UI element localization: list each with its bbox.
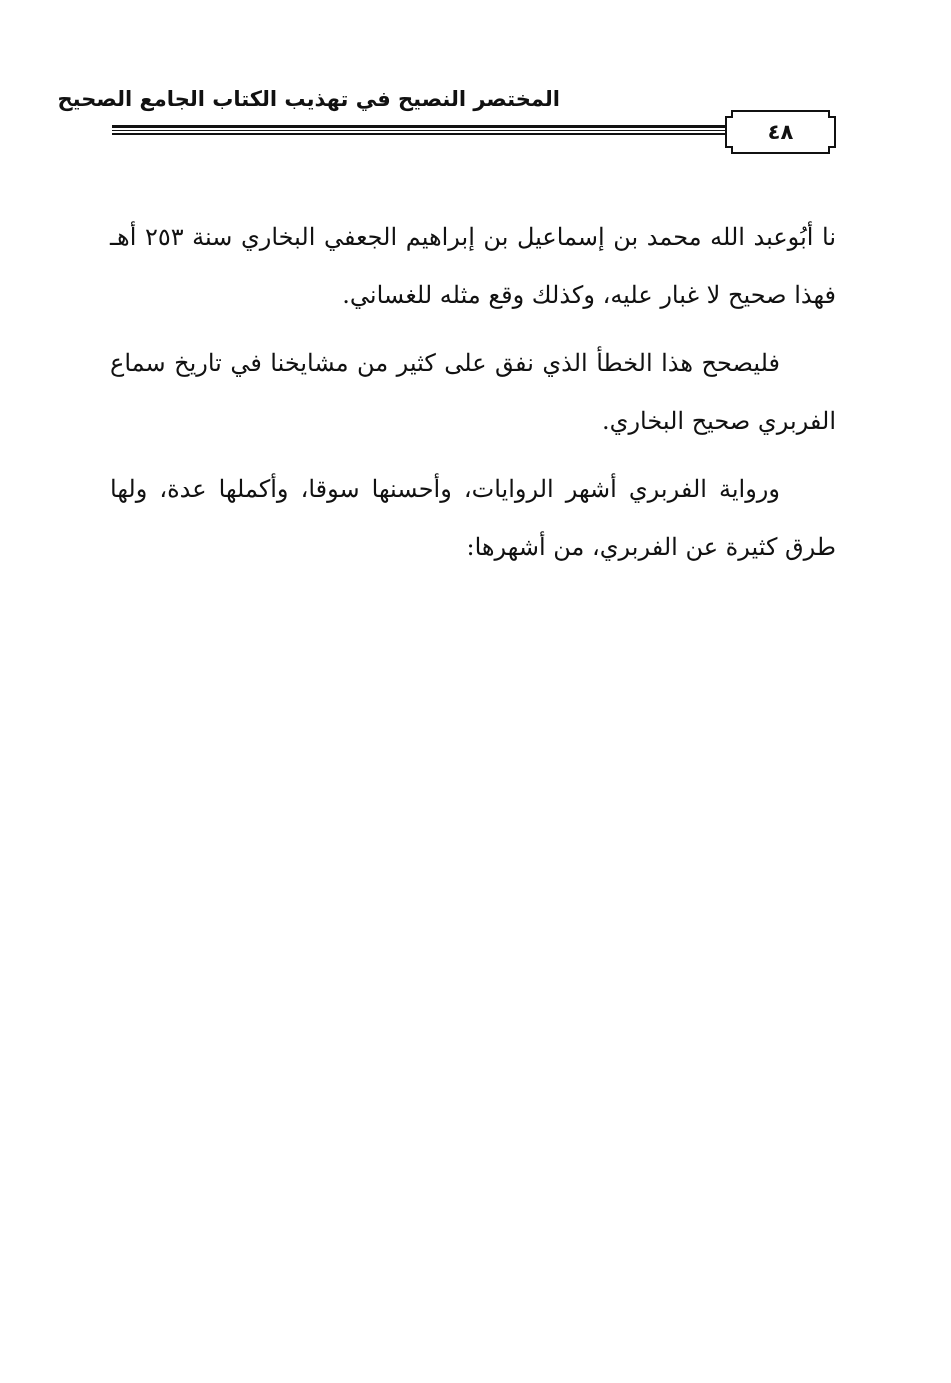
running-title: المختصر النصيح في تهذيب الكتاب الجامع الصحيح <box>57 87 560 111</box>
header-rule <box>112 125 726 128</box>
paragraph: ورواية الفربري أشهر الروايات، وأحسنها سوقا، وأكملها عدة، ولها طرق كثيرة عن الفربري، من أشهرها: <box>110 475 836 561</box>
page-number: ٤٨ <box>767 120 794 144</box>
paragraph: فليصحح هذا الخطأ الذي نفق على كثير من مشايخنا في تاريخ سماع الفربري صحيح البخاري. <box>110 349 836 435</box>
header-rule <box>112 133 726 135</box>
body-text <box>110 208 836 586</box>
page-number-frame <box>724 109 837 155</box>
header-rule <box>112 130 726 131</box>
paragraph: نا أبُوعبد الله محمد بن إسماعيل بن إبراهيم الجعفي البخاري سنة ٢٥٣ أهـ فهذا صحيح لا غبار عليه، وكذلك وقع مثله للغساني. <box>110 223 836 309</box>
